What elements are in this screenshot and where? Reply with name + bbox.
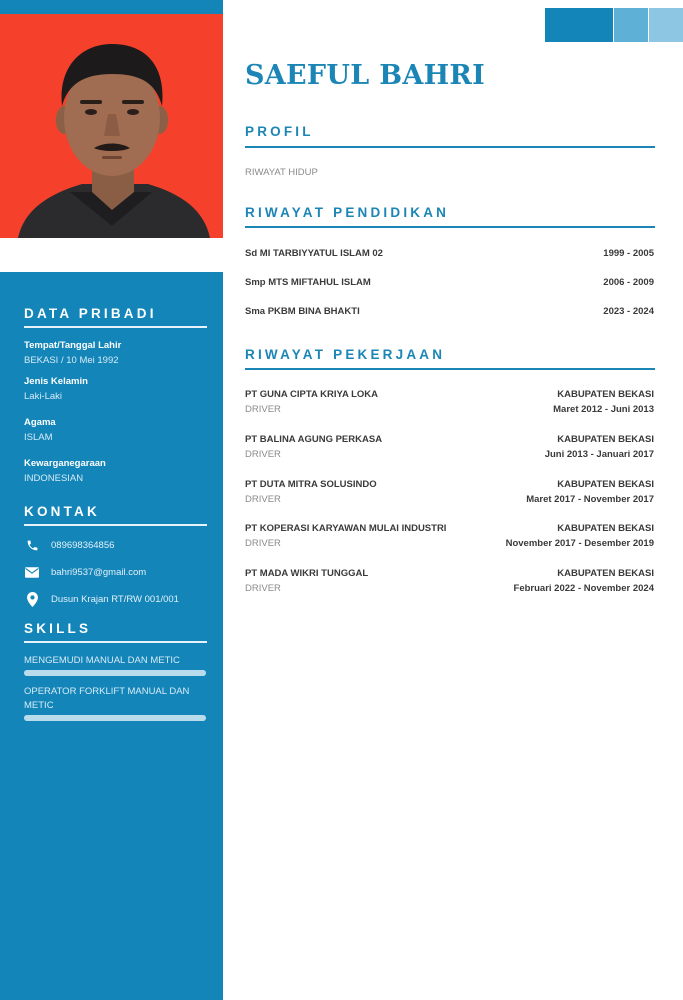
profil-heading: PROFIL bbox=[245, 124, 314, 139]
job-company: PT KOPERASI KARYAWAN MULAI INDUSTRI bbox=[245, 523, 447, 534]
job-role: DRIVER bbox=[245, 449, 281, 460]
birth-value: BEKASI / 10 Mei 1992 bbox=[24, 355, 119, 366]
address-text: Dusun Krajan RT/RW 001/001 bbox=[51, 593, 179, 605]
decor-block-mid bbox=[614, 8, 648, 42]
job-place: KABUPATEN BEKASI bbox=[557, 479, 654, 490]
skills-heading: SKILLS bbox=[24, 621, 92, 636]
job-entry bbox=[245, 432, 654, 462]
decor-block-light bbox=[649, 8, 683, 42]
school-name: Sma PKBM BINA BHAKTI bbox=[245, 306, 360, 317]
skill-bar-driving bbox=[24, 670, 206, 676]
gender-label: Jenis Kelamin bbox=[24, 376, 88, 387]
email-icon bbox=[24, 564, 40, 580]
page-title: SAEFUL BAHRI bbox=[245, 60, 486, 91]
job-place: KABUPATEN BEKASI bbox=[557, 568, 654, 579]
religion-value: ISLAM bbox=[24, 432, 53, 443]
job-entry bbox=[245, 521, 654, 551]
kontak-heading: KONTAK bbox=[24, 504, 100, 519]
skills-divider bbox=[24, 641, 207, 643]
job-entry bbox=[245, 477, 654, 507]
decor-block-dark bbox=[545, 8, 613, 42]
religion-label: Agama bbox=[24, 417, 56, 428]
job-role: DRIVER bbox=[245, 404, 281, 415]
phone-icon bbox=[24, 537, 40, 553]
school-years: 2023 - 2024 bbox=[603, 306, 654, 317]
nationality-label: Kewarganegaraan bbox=[24, 458, 106, 469]
pendidikan-heading: RIWAYAT PENDIDIKAN bbox=[245, 205, 450, 220]
contact-email[interactable] bbox=[24, 564, 214, 580]
job-period: Februari 2022 - November 2024 bbox=[513, 583, 654, 594]
data-pribadi-heading: DATA PRIBADI bbox=[24, 306, 157, 321]
skill-bar-forklift bbox=[24, 715, 206, 721]
skill-label-driving: MENGEMUDI MANUAL DAN METIC bbox=[24, 655, 180, 666]
gender-value: Laki-Laki bbox=[24, 391, 63, 402]
skill-fill bbox=[24, 715, 206, 721]
profil-text: RIWAYAT HIDUP bbox=[245, 167, 318, 178]
school-years: 1999 - 2005 bbox=[603, 248, 654, 259]
phone-text: 089698364856 bbox=[51, 539, 115, 551]
school-name: Smp MTS MIFTAHUL ISLAM bbox=[245, 277, 371, 288]
photo-gap bbox=[0, 238, 223, 272]
pekerjaan-divider bbox=[245, 368, 655, 370]
job-company: PT BALINA AGUNG PERKASA bbox=[245, 434, 383, 445]
profile-photo bbox=[0, 14, 223, 238]
job-entry bbox=[245, 566, 654, 596]
education-row bbox=[245, 248, 654, 259]
job-period: November 2017 - Desember 2019 bbox=[505, 538, 654, 549]
pendidikan-divider bbox=[245, 226, 655, 228]
nationality-value: INDONESIAN bbox=[24, 473, 84, 484]
job-company: PT GUNA CIPTA KRIYA LOKA bbox=[245, 389, 379, 400]
contact-address bbox=[24, 591, 214, 607]
job-period: Maret 2012 - Juni 2013 bbox=[553, 404, 654, 415]
email-text: bahri9537@gmail.com bbox=[51, 566, 147, 578]
job-period: Maret 2017 - November 2017 bbox=[526, 494, 654, 505]
birth-label: Tempat/Tanggal Lahir bbox=[24, 340, 122, 351]
profil-divider bbox=[245, 146, 655, 148]
job-place: KABUPATEN BEKASI bbox=[557, 523, 654, 534]
job-role: DRIVER bbox=[245, 538, 281, 549]
education-row bbox=[245, 306, 654, 317]
job-entry bbox=[245, 387, 654, 417]
job-role: DRIVER bbox=[245, 494, 281, 505]
job-company: PT DUTA MITRA SOLUSINDO bbox=[245, 479, 377, 490]
job-place: KABUPATEN BEKASI bbox=[557, 389, 654, 400]
skill-label-forklift: OPERATOR FORKLIFT MANUAL DAN METIC bbox=[24, 686, 190, 711]
job-period: Juni 2013 - Januari 2017 bbox=[544, 449, 654, 460]
skill-fill bbox=[24, 670, 206, 676]
education-row bbox=[245, 277, 654, 288]
person-photo-illustration bbox=[0, 14, 223, 238]
pekerjaan-heading: RIWAYAT PEKERJAAN bbox=[245, 347, 446, 362]
job-place: KABUPATEN BEKASI bbox=[557, 434, 654, 445]
data-pribadi-divider bbox=[24, 326, 207, 328]
job-role: DRIVER bbox=[245, 583, 281, 594]
kontak-divider bbox=[24, 524, 207, 526]
school-name: Sd MI TARBIYYATUL ISLAM 02 bbox=[245, 248, 383, 259]
school-years: 2006 - 2009 bbox=[603, 277, 654, 288]
contact-phone[interactable] bbox=[24, 537, 214, 553]
job-company: PT MADA WIKRI TUNGGAL bbox=[245, 568, 369, 579]
location-pin-icon bbox=[24, 591, 40, 607]
